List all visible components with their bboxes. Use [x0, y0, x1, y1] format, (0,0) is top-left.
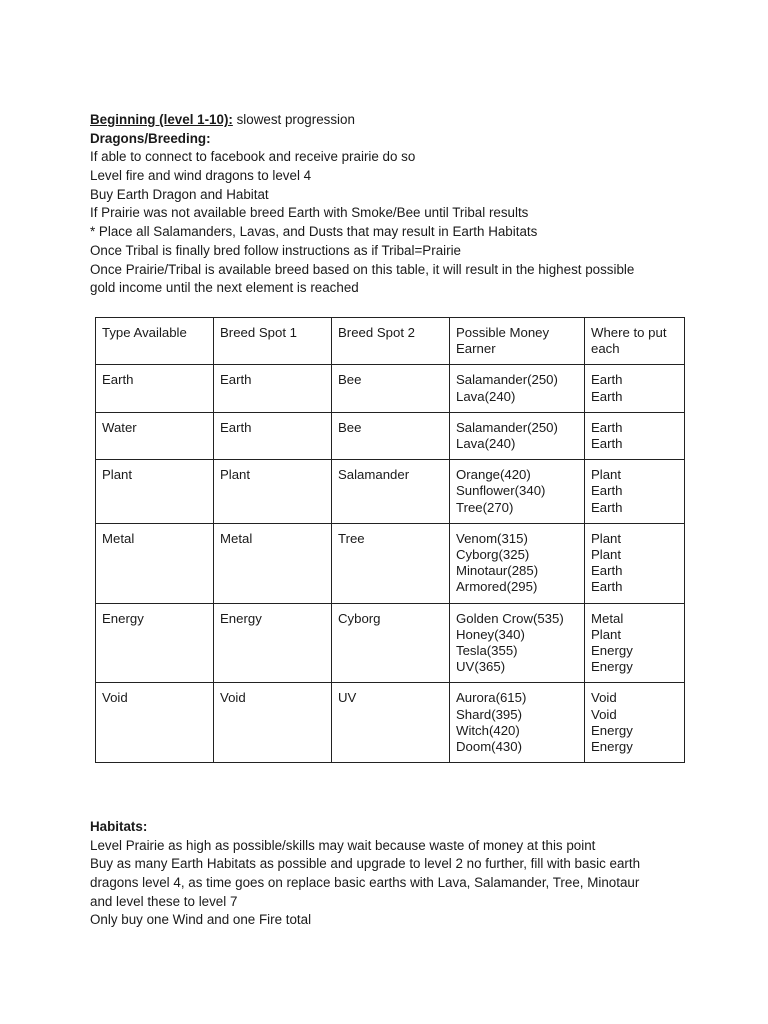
placement-entry: Earth — [591, 563, 623, 579]
type-available-cell: Metal — [96, 523, 214, 603]
breed-spot-1-cell: Earth — [214, 412, 332, 459]
placement-cell — [585, 460, 685, 524]
placement-entry: Void — [591, 706, 617, 722]
money-earner-cell — [450, 412, 585, 459]
placement-entry: Void — [591, 690, 617, 706]
money-earner-entry: Venom(315) — [456, 530, 528, 546]
intro-line: gold income until the next element is reached — [90, 280, 359, 296]
intro-line: * Place all Salamanders, Lavas, and Dusts that may result in Earth Habitats — [90, 224, 538, 240]
intro-line: Once Tribal is finally bred follow instructions as if Tribal=Prairie — [90, 242, 461, 258]
money-earner-entry: Shard(395) — [456, 706, 522, 722]
habitats-paragraph — [90, 837, 690, 930]
table-header-cell: Where to put each — [585, 318, 685, 365]
habitats-line: Buy as many Earth Habitats as possible and upgrade to level 2 no further, fill with basic earth — [90, 856, 641, 872]
breed-spot-2-cell: Salamander — [332, 460, 450, 524]
habitats-line: dragons level 4, as time goes on replace basic earths with Lava, Salamander, Tree, Minotaur — [90, 875, 640, 891]
money-earner-cell — [450, 683, 585, 763]
money-earner-entry: Tree(270) — [456, 499, 514, 515]
intro-line: Buy Earth Dragon and Habitat — [90, 186, 269, 202]
placement-entry: Earth — [591, 372, 623, 388]
type-available-cell: Earth — [96, 365, 214, 412]
placement-entry: Energy — [591, 722, 633, 738]
money-earner-entry: Armored(295) — [456, 579, 538, 595]
money-earner-entry: UV(365) — [456, 659, 506, 675]
table-header-cell: Type Available — [96, 318, 214, 365]
placement-cell — [585, 683, 685, 763]
type-available-cell: Water — [96, 412, 214, 459]
money-earner-entry: Doom(430) — [456, 739, 522, 755]
money-earner-entry: Lava(240) — [456, 436, 516, 452]
intro-line: If Prairie was not available breed Earth with Smoke/Bee until Tribal results — [90, 205, 529, 221]
table-header-cell: Possible Money Earner — [450, 318, 585, 365]
breed-spot-1-cell: Metal — [214, 523, 332, 603]
placement-entry: Energy — [591, 659, 633, 675]
placement-cell — [585, 603, 685, 683]
type-available-cell: Void — [96, 683, 214, 763]
money-earner-entry: Sunflower(340) — [456, 483, 546, 499]
table-row — [96, 412, 685, 459]
placement-entry: Plant — [591, 626, 622, 642]
placement-cell — [585, 365, 685, 412]
breed-spot-2-cell: Bee — [332, 365, 450, 412]
money-earner-entry: Cyborg(325) — [456, 547, 530, 563]
breed-spot-2-cell: Tree — [332, 523, 450, 603]
breed-spot-2-cell: Bee — [332, 412, 450, 459]
table-header-row — [96, 318, 685, 365]
table-header-cell: Breed Spot 1 — [214, 318, 332, 365]
money-earner-entry: Tesla(355) — [456, 643, 518, 659]
table-row — [96, 603, 685, 683]
placement-cell — [585, 412, 685, 459]
table-row — [96, 365, 685, 412]
breed-spot-1-cell: Plant — [214, 460, 332, 524]
type-available-cell: Plant — [96, 460, 214, 524]
money-earner-cell — [450, 603, 585, 683]
money-earner-cell — [450, 523, 585, 603]
habitats-line: Only buy one Wind and one Fire total — [90, 912, 312, 928]
placement-entry: Metal — [591, 610, 624, 626]
breed-spot-2-cell: Cyborg — [332, 603, 450, 683]
level-range-description: slowest progression — [232, 112, 355, 127]
money-earner-entry: Golden Crow(535) — [456, 610, 564, 626]
placement-entry: Earth — [591, 388, 623, 404]
money-earner-cell — [450, 460, 585, 524]
intro-section — [90, 111, 690, 298]
money-earner-cell — [450, 365, 585, 412]
placement-cell — [585, 523, 685, 603]
placement-entry: Plant — [591, 530, 622, 546]
dragons-breeding-heading: Dragons/Breeding: — [90, 130, 211, 146]
level-range-label: Beginning (level 1-10): — [90, 112, 233, 127]
placement-entry: Energy — [591, 739, 633, 755]
money-earner-entry: Honey(340) — [456, 626, 525, 642]
money-earner-entry: Salamander(250) — [456, 419, 558, 435]
placement-entry: Earth — [591, 499, 623, 515]
money-earner-entry: Lava(240) — [456, 388, 516, 404]
table-row — [96, 460, 685, 524]
breed-spot-1-cell: Earth — [214, 365, 332, 412]
placement-entry: Earth — [591, 579, 623, 595]
intro-line: Level fire and wind dragons to level 4 — [90, 168, 312, 184]
money-earner-entry: Minotaur(285) — [456, 563, 539, 579]
table-header-cell: Breed Spot 2 — [332, 318, 450, 365]
money-earner-entry: Orange(420) — [456, 467, 531, 483]
money-earner-entry: Aurora(615) — [456, 690, 527, 706]
placement-entry: Energy — [591, 643, 633, 659]
section-heading — [90, 111, 690, 130]
breed-spot-1-cell: Void — [214, 683, 332, 763]
table-row — [96, 683, 685, 763]
table-row — [96, 523, 685, 603]
intro-line: If able to connect to facebook and receive prairie do so — [90, 149, 416, 165]
money-earner-entry: Salamander(250) — [456, 372, 558, 388]
placement-entry: Earth — [591, 483, 623, 499]
intro-line: Once Prairie/Tribal is available breed based on this table, it will result in the highest possible — [90, 261, 635, 277]
placement-entry: Earth — [591, 436, 623, 452]
breed-spot-1-cell: Energy — [214, 603, 332, 683]
placement-entry: Plant — [591, 547, 622, 563]
type-available-cell: Energy — [96, 603, 214, 683]
placement-entry: Earth — [591, 419, 623, 435]
habitats-line: Level Prairie as high as possible/skills may wait because waste of money at this point — [90, 837, 596, 853]
money-earner-entry: Witch(420) — [456, 722, 520, 738]
placement-entry: Plant — [591, 467, 622, 483]
habitats-section — [90, 818, 690, 930]
breed-spot-2-cell: UV — [332, 683, 450, 763]
intro-paragraph — [90, 148, 690, 298]
habitats-line: and level these to level 7 — [90, 893, 238, 909]
breeding-table — [95, 317, 685, 763]
habitats-heading: Habitats: — [90, 819, 148, 834]
table-body — [96, 365, 685, 763]
